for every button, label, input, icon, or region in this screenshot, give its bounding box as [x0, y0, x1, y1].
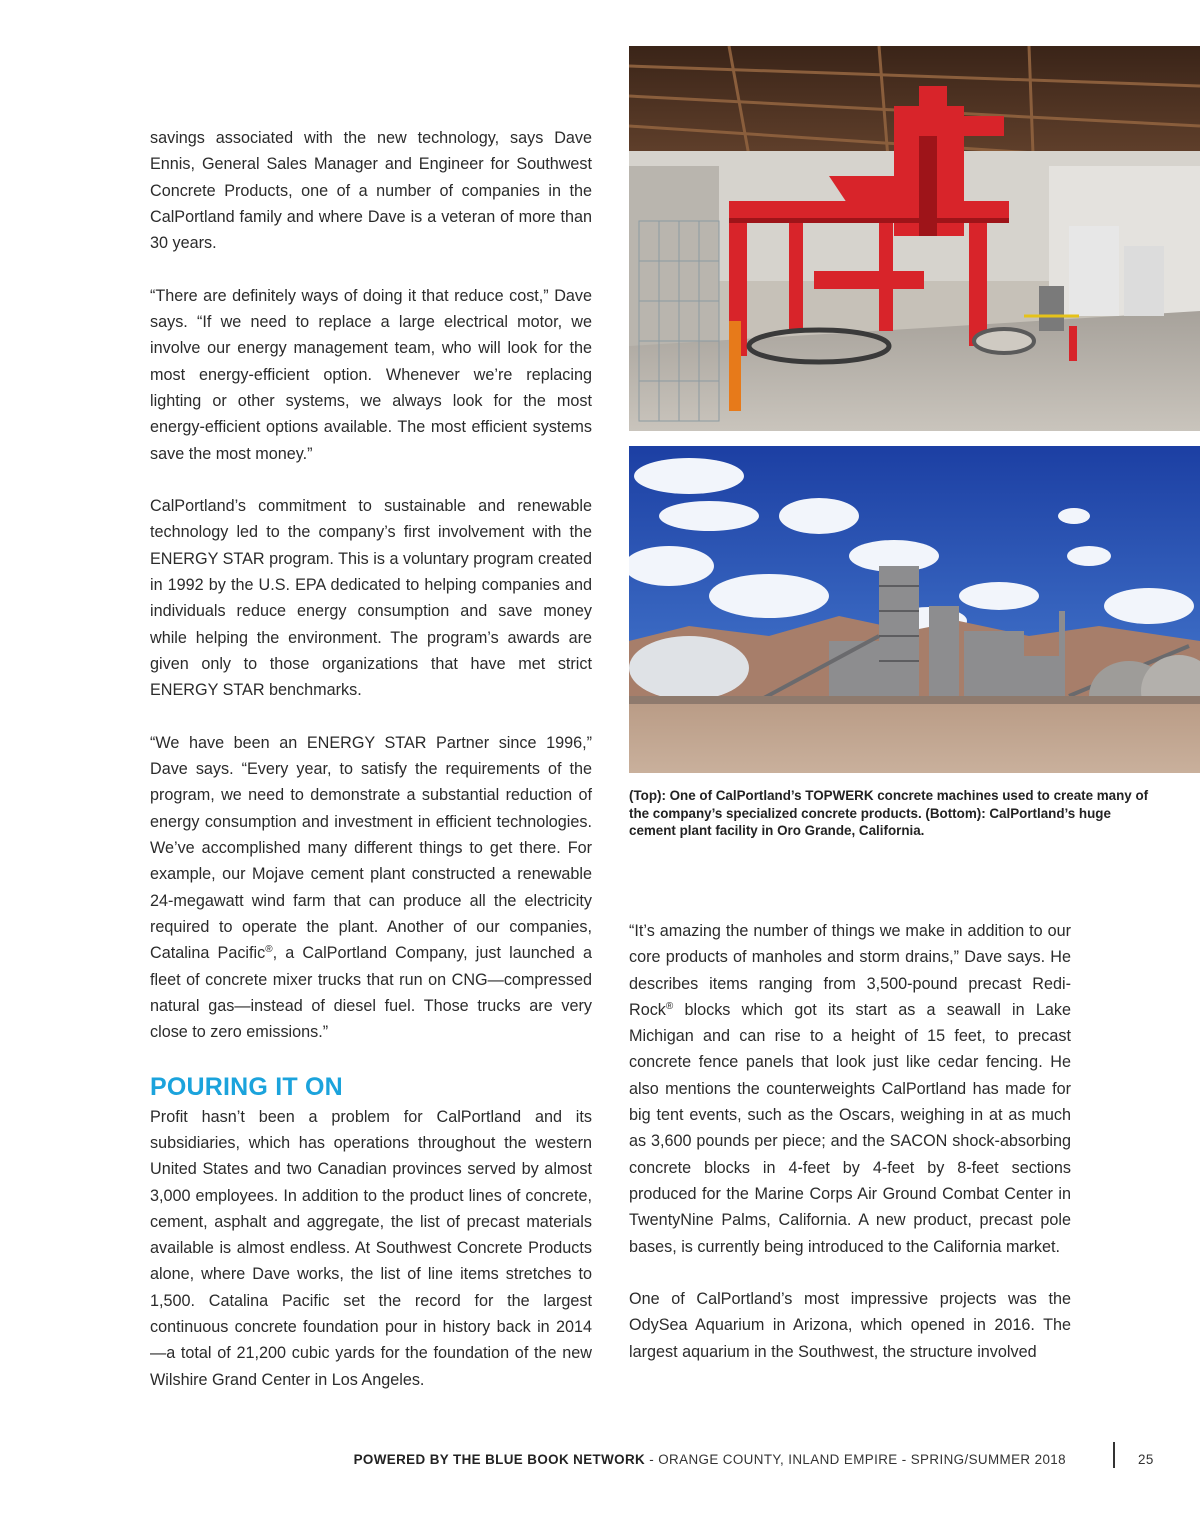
paragraph: One of CalPortland’s most impressive projects was the OdySea Aquarium in Arizona, which opened in 2016. The largest aquarium in the Southwest, the structure involved — [629, 1290, 1071, 1361]
section-heading: POURING IT ON — [150, 1072, 343, 1101]
page-footer — [0, 1452, 1153, 1482]
paragraph: Profit hasn’t been a problem for CalPortland and its subsidiaries, which has operations throughout the western United States and two Canadian provinces served by almost 3,000 employees. In addition to the product lines of concrete, cement, asphalt and aggregate, the list of precast materials available is almost endless. At Southwest Concrete Products alone, where Dave works, the list of line items stretches to 1,500. Catalina Pacific set the record for the largest continuous concrete foundation pour in history back in 2014—a total of 21,200 cubic yards for the foundation of the new Wilshire Grand Center in Los Angeles. — [150, 1107, 592, 1389]
page-number: 25 — [1138, 1452, 1154, 1467]
footer-text — [354, 1452, 1066, 1467]
paragraph: savings associated with the new technology, says Dave Ennis, General Sales Manager and Engineer for Southwest Concrete Products, one of a number of companies in the CalPortland family and where Dave is a veteran of more than 30 years. — [150, 129, 592, 253]
paragraph-text: “It’s amazing the number of things we make in addition to our core products of manholes and storm drains,” Dave says. He describes items ranging from 3,500-pound precast Redi-Rock — [629, 922, 1071, 1019]
photo-caption: (Top): One of CalPortland’s TOPWERK concrete machines used to create many of the company’s specialized concrete products. (Bottom): CalPortland’s huge cement plant facility in Oro Grande, California. — [629, 788, 1149, 838]
footer-divider — [1113, 1442, 1115, 1468]
paragraph-text: blocks which got its start as a seawall in Lake Michigan and can rise to a height of 15 feet, to precast concrete fence panels that look just like cedar fencing. He also mentions the counterweights CalPortland has made for big tent events, such as the Oscars, weighing in at as much as 3,600 pounds per piece; and the SACON shock-absorbing concrete blocks in 4-feet by 4-feet by 8-feet sections produced for the Marine Corps Air Ground Combat Center in TwentyNine Palms, California. A new product, precast pole bases, is currently being introduced to the California market. — [629, 1000, 1071, 1256]
photo-cement-plant — [629, 446, 1200, 773]
footer-publication: - ORANGE COUNTY, INLAND EMPIRE - SPRING/SUMMER 2018 — [645, 1452, 1066, 1467]
paragraph-text: , a CalPortland Company, just launched a fleet of concrete mixer trucks that run on CNG—compressed natural gas—instead of diesel fuel. Those trucks are very close to zero emissions.” — [150, 944, 592, 1042]
registered-mark: ® — [265, 944, 273, 956]
footer-brand: POWERED BY THE BLUE BOOK NETWORK — [353, 1452, 646, 1467]
paragraph: “There are definitely ways of doing it that reduce cost,” Dave says. “If we need to replace a large electrical motor, we involve our energy management team, who will look for the most energy-efficient option. Whenever we’re replacing lighting or other systems, we always look for the most energy-efficient options available. The most efficient systems save the most money.” — [150, 286, 592, 463]
right-text-column — [629, 918, 1071, 1365]
paragraph: CalPortland’s commitment to sustainable and renewable technology led to the company’s first involvement with the ENERGY STAR program. This is a voluntary program created in 1992 by the U.S. EPA dedicated to helping companies and individuals reduce energy consumption and save money while helping the environment. The program’s awards are given only to those organizations that have met strict ENERGY STAR benchmarks. — [150, 497, 592, 700]
paragraph-text: “We have been an ENERGY STAR Partner since 1996,” Dave says. “Every year, to satisfy the requirements of the program, we need to demonstrate a substantial reduction of energy consumption and investment in efficient technologies. We’ve accomplished many different things to get there. For example, our Mojave cement plant constructed a renewable 24-megawatt wind farm that can produce all the electricity required to operate the plant. Another of our companies, Catalina Pacific — [150, 733, 592, 963]
registered-mark: ® — [665, 1000, 674, 1012]
paragraph — [150, 730, 592, 1046]
photo-concrete-machine — [629, 46, 1200, 431]
paragraph — [629, 918, 1071, 1260]
left-text-column — [150, 125, 592, 1393]
